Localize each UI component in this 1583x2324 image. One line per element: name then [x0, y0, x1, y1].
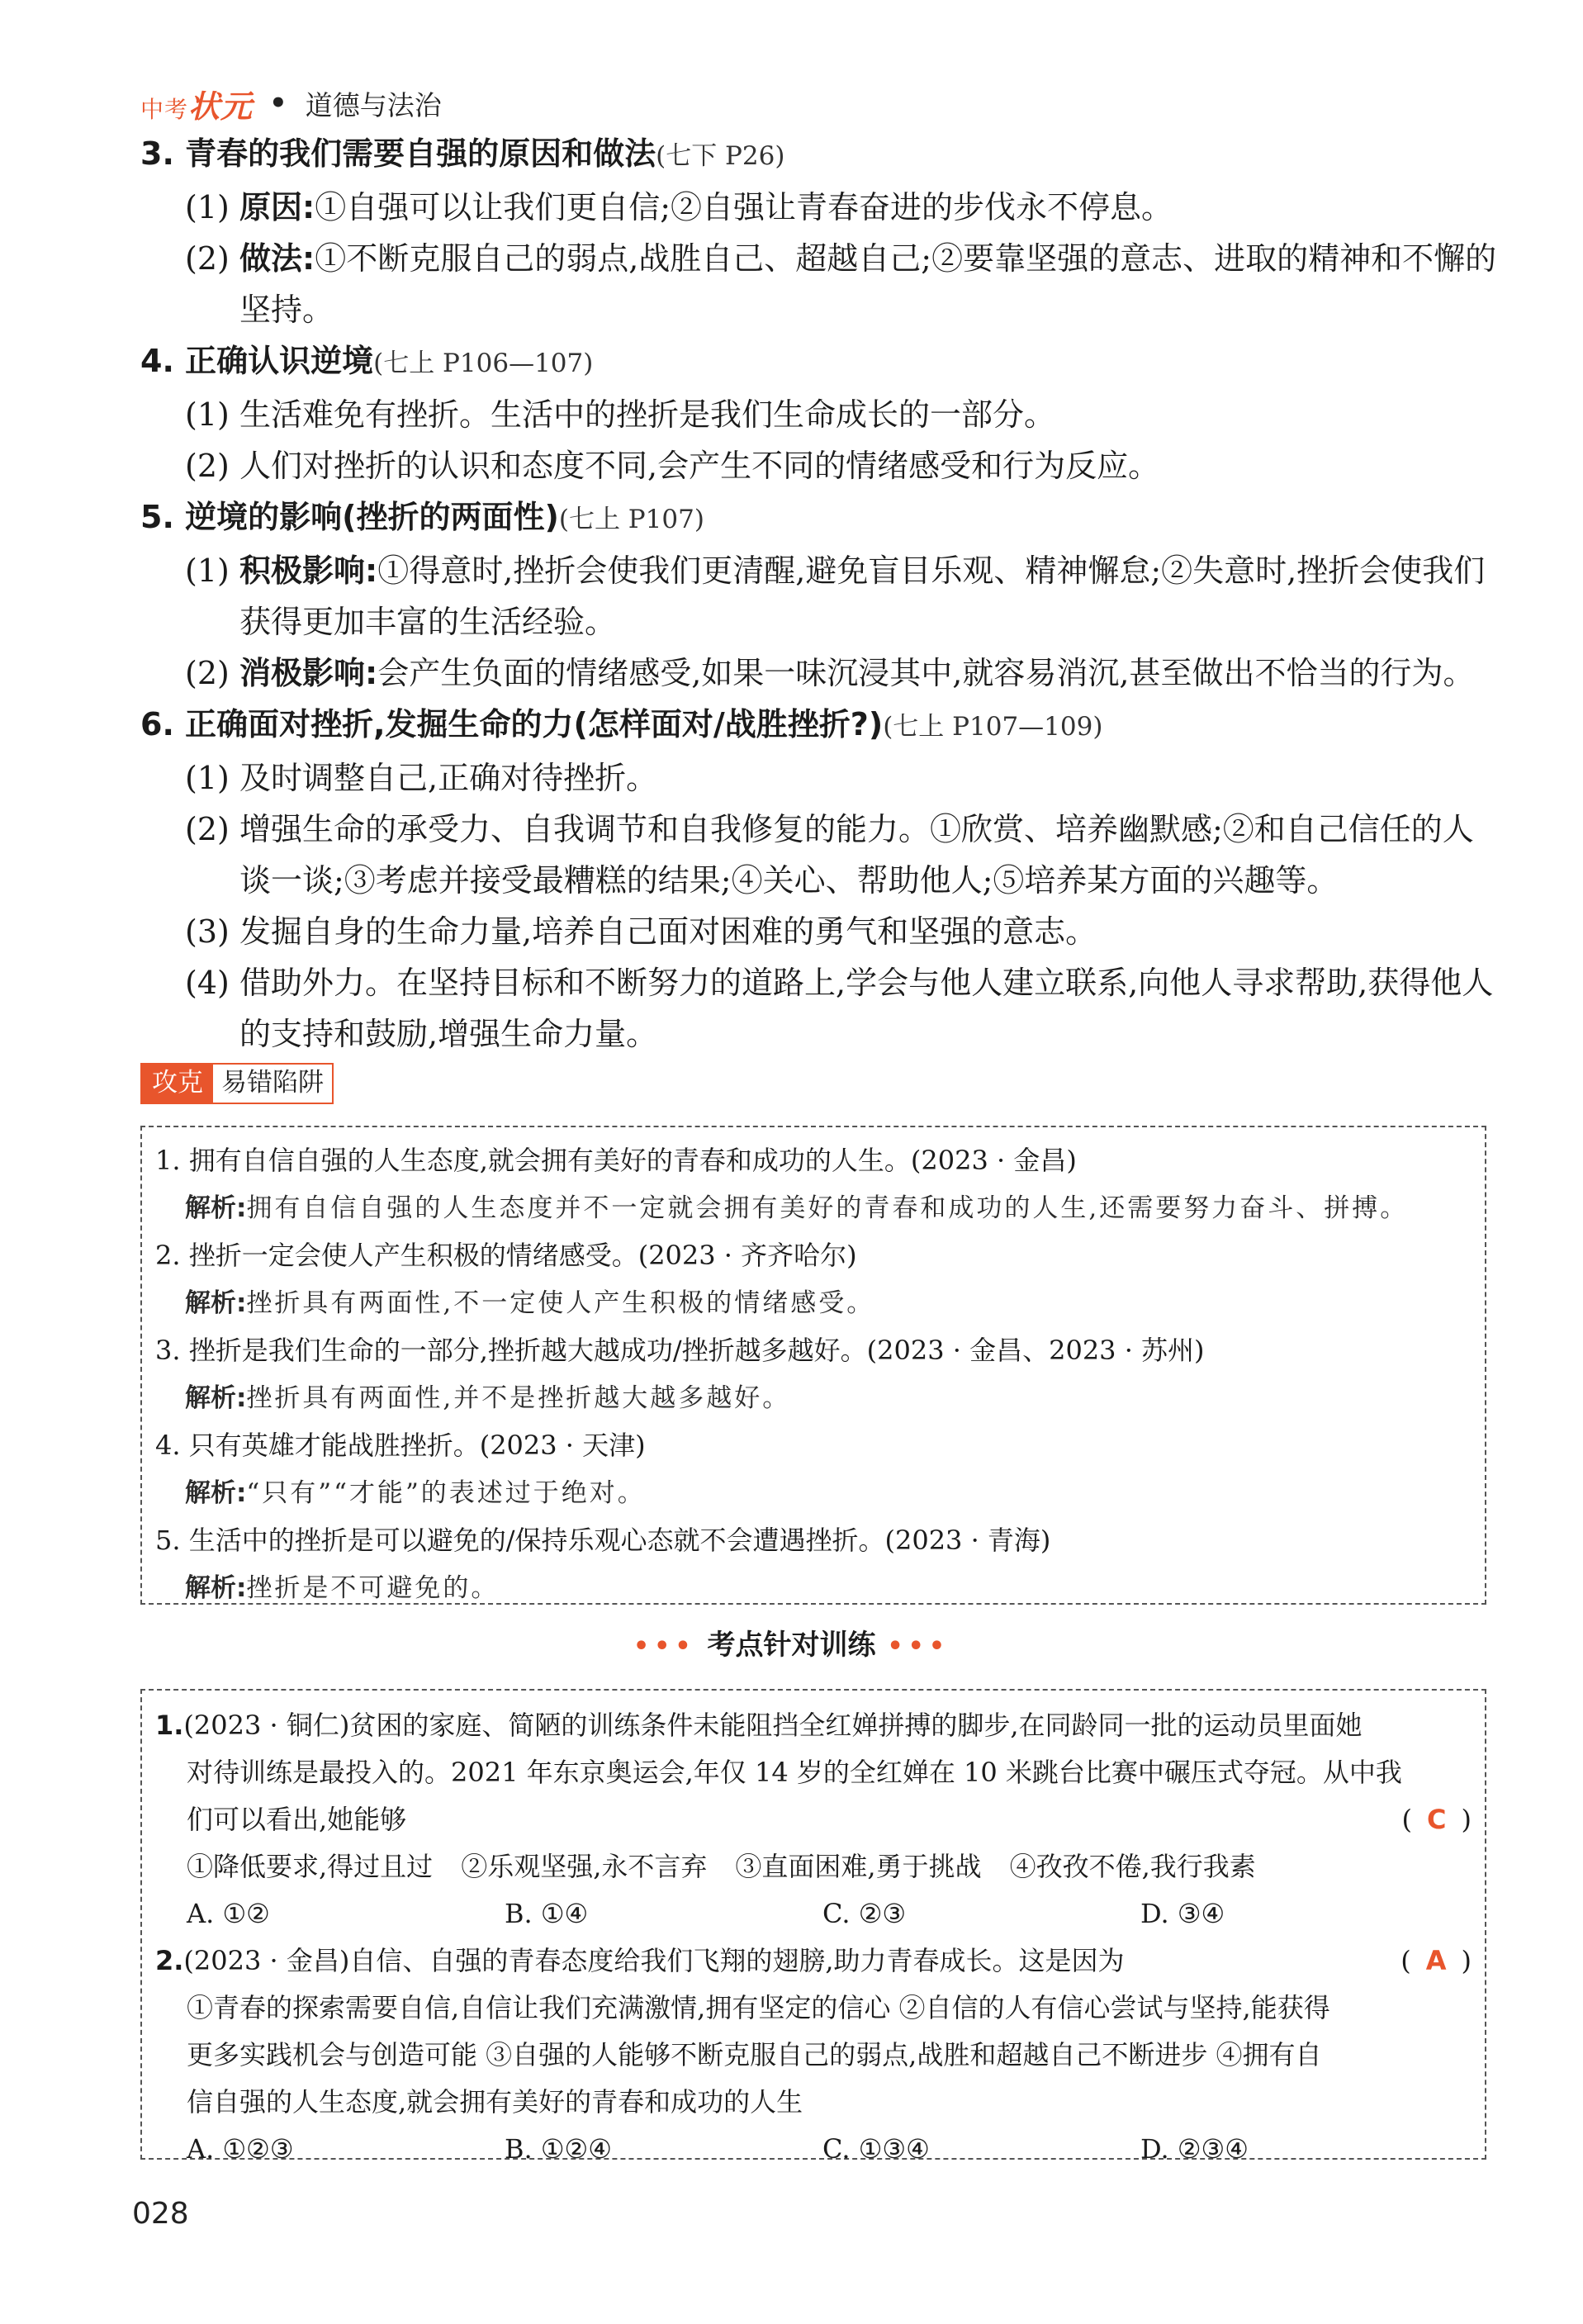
option-c[interactable]: C. ②③: [822, 1898, 907, 1929]
pitfall-statement: 2. 挫折一定会使人产生积极的情绪感受。(2023 · 齐齐哈尔): [155, 1240, 857, 1271]
knowledge-item: (2) 消极影响:会产生负面的情绪感受,如果一味沉浸其中,就容易消沉,甚至做出不恰当的行为。: [185, 655, 1475, 691]
brand-logo: 中考状元: [140, 88, 254, 125]
answer-letter: C: [1427, 1804, 1447, 1835]
knowledge-item: (1) 积极影响:①得意时,挫折会使我们更清醒,避免盲目乐观、精神懈怠;②失意时,挫折会使我们获得更加丰富的生活经验。: [185, 553, 1486, 640]
page-number: 028: [132, 2197, 189, 2231]
statement-list: ①降低要求,得过且过 ②乐观坚强,永不言弃 ③直面困难,勇于挑战 ④孜孜不倦,我行我素: [187, 1851, 1256, 1882]
question-2: 2.(2023 · 金昌)自信、自强的青春态度给我们飞翔的翅膀,助力青春成长。这是因为 ( A ) ①青春的探索需要自信,自信让我们充满激情,拥有坚定的信心 ②自信的人有信心尝试与坚持,能获得 更多实践机会与创造可能 ③自强的人能够不断克服自己的弱点,战胜和超越自己不断进步 ④拥有自 信自强的人生态度,就会拥有美好的青春和成功的人生 A. ①②③ B. ①②④ C. ①③④ D. ②③④: [155, 1937, 1472, 2173]
page-header: [140, 78, 442, 128]
pitfall-analysis: 解析:挫折具有两面性,不一定使人产生积极的情绪感受。: [185, 1288, 875, 1318]
pitfall-analysis: 解析:挫折是不可避免的。: [185, 1572, 500, 1603]
answer-bracket: ( A ): [1401, 1945, 1472, 1976]
pitfall-analysis: 解析:挫折具有两面性,并不是挫折越大越多越好。: [185, 1383, 791, 1413]
pitfall-statement: 5. 生活中的挫折是可以避免的/保持乐观心态就不会遭遇挫折。(2023 · 青海): [155, 1525, 1051, 1556]
knowledge-heading: 6. 正确面对挫折,发掘生命的力(怎样面对/战胜挫折?)(七上 P107—109): [140, 706, 1103, 742]
knowledge-item: (3) 发掘自身的生命力量,培养自己面对困难的勇气和坚强的意志。: [185, 913, 1097, 950]
knowledge-item: (1) 及时调整自己,正确对待挫折。: [185, 760, 658, 796]
training-title: ••• 考点针对训练 •••: [633, 1629, 950, 1662]
knowledge-item: (2) 做法:①不断克服自己的弱点,战胜自己、超越自己;②要靠坚强的意志、进取的精神和不懈的坚持。: [185, 240, 1497, 328]
option-list: [155, 1890, 1472, 1937]
option-d[interactable]: D. ③④: [1140, 1898, 1225, 1929]
pitfall-statement: 4. 只有英雄才能战胜挫折。(2023 · 天津): [155, 1430, 646, 1461]
pitfall-badge: 攻克 易错陷阱: [140, 1063, 334, 1104]
option-a[interactable]: A. ①②: [187, 1898, 270, 1929]
knowledge-heading: 5. 逆境的影响(挫折的两面性)(七上 P107): [140, 499, 704, 535]
exercise-box: [140, 1689, 1486, 2165]
pitfall-analysis: 解析:拥有自信自强的人生态度并不一定就会拥有美好的青春和成功的人生,还需要努力奋斗、拼搏。: [185, 1193, 1409, 1223]
option-c[interactable]: C. ①③④: [822, 2133, 930, 2165]
pitfall-statement: 3. 挫折是我们生命的一部分,挫折越大越成功/挫折越多越好。(2023 · 金昌、2023 · 苏州): [155, 1335, 1205, 1366]
knowledge-heading: 4. 正确认识逆境(七上 P106—107): [140, 343, 594, 379]
knowledge-section: [140, 128, 1503, 1060]
knowledge-item: (2) 增强生命的承受力、自我调节和自我修复的能力。①欣赏、培养幽默感;②和自己信任的人谈一谈;③考虑并接受最糟糕的结果;④关心、帮助他人;⑤培养某方面的兴趣等。: [185, 811, 1474, 899]
knowledge-item: (1) 生活难免有挫折。生活中的挫折是我们生命成长的一部分。: [185, 396, 1056, 433]
answer-letter: A: [1425, 1945, 1447, 1976]
option-d[interactable]: D. ②③④: [1140, 2133, 1249, 2165]
knowledge-item: (1) 原因:①自强可以让我们更自信;②自强让青春奋进的步伐永不停息。: [185, 189, 1173, 225]
option-list: [155, 2126, 1472, 2173]
knowledge-item: (2) 人们对挫折的认识和态度不同,会产生不同的情绪感受和行为反应。: [185, 448, 1160, 484]
subject-title: 道德与法治: [305, 88, 442, 121]
knowledge-item: (4) 借助外力。在坚持目标和不断努力的道路上,学会与他人建立联系,向他人寻求帮助,获得他人的支持和鼓励,增强生命力量。: [185, 965, 1494, 1052]
knowledge-heading: 3. 青春的我们需要自强的原因和做法(七下 P26): [140, 135, 785, 172]
option-b[interactable]: B. ①④: [505, 1898, 589, 1929]
answer-bracket: ( C ): [1401, 1804, 1472, 1835]
question-1: 1.(2023 · 铜仁)贫困的家庭、简陋的训练条件未能阻挡全红婵拼搏的脚步,在同龄同一批的运动员里面她 对待训练是最投入的。2021 年东京奥运会,年仅 14 岁的全红婵在 10 米跳台比赛中碾压式夺冠。从中我 们可以看出,她能够 ( C ) ①降低要求,得过且过 ②乐观坚强,永不言弃 ③直面困难,勇于挑战 ④孜孜不倦,我行我素 A. ①② B. ①④ C. ②③ D. ③④: [155, 1702, 1472, 1937]
pitfall-box: [140, 1126, 1486, 1605]
header-separator: •: [269, 87, 287, 120]
pitfall-statement: 1. 拥有自信自强的人生态度,就会拥有美好的青春和成功的人生。(2023 · 金昌): [155, 1145, 1077, 1176]
option-a[interactable]: A. ①②③: [187, 2133, 294, 2165]
option-b[interactable]: B. ①②④: [505, 2133, 612, 2165]
pitfall-analysis: 解析:“只有”“才能”的表述过于绝对。: [185, 1477, 646, 1508]
